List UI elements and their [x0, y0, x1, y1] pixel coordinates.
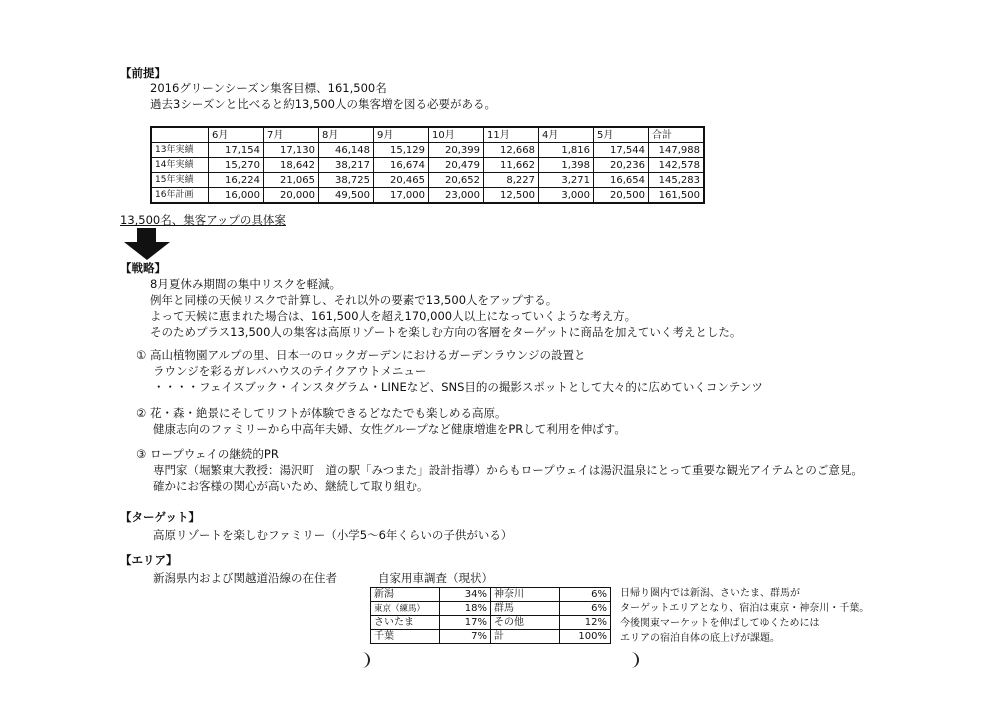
table-cell: 千葉: [371, 630, 440, 644]
table-cell: 38,217: [319, 158, 374, 173]
table-cell: 20,399: [429, 143, 484, 158]
strategy-item-1-line: ・・・・フェイスブック・インスタグラム・LINEなど、SNS目的の撮影スポットとして大々的に広めていくコンテンツ: [153, 380, 763, 394]
table-cell: 1,816: [539, 143, 594, 158]
table-row: [151, 143, 704, 158]
area-heading: 【エリア】: [120, 553, 178, 567]
table-row: [371, 588, 611, 602]
premise-line: 2016グリーンシーズン集客目標、161,500名: [150, 81, 387, 95]
table-cell: 神奈川: [491, 588, 560, 602]
table-cell: 16,654: [594, 173, 649, 188]
area-note-line: 今後関東マーケットを伸ばしてゆくためには: [620, 618, 820, 629]
strategy-item-3-line: 専門家（堀繁東大教授：湯沢町 道の駅「みつまた」設計指導）からもロープウェイは湯沢温泉にとって重要な観光アイテムとのご意見。: [153, 463, 863, 477]
table-cell: 145,283: [649, 173, 705, 188]
row-label: 14年実績: [151, 158, 209, 173]
car-survey-table: [370, 587, 611, 644]
table-cell: 18%: [440, 602, 491, 616]
table-header-cell: 10月: [429, 127, 484, 143]
table-cell: 20,000: [264, 188, 319, 204]
row-label: 16年計画: [151, 188, 209, 204]
table-cell: 17,130: [264, 143, 319, 158]
table-header-cell: 8月: [319, 127, 374, 143]
strategy-item-2: ② 花・森・絶景にそしてリフトが体験できるどなたでも楽しめる高原。: [136, 406, 507, 420]
down-arrow-icon: [137, 228, 156, 242]
table-cell: 17,000: [374, 188, 429, 204]
punch-hole-mark: [629, 652, 639, 668]
strategy-line: よって天候に恵まれた場合は、161,500人を超え170,000人以上になっていくような考え方。: [150, 309, 637, 323]
table-header-cell: 4月: [539, 127, 594, 143]
table-cell: 12,668: [484, 143, 539, 158]
table-cell: 3,271: [539, 173, 594, 188]
row-label: 13年実績: [151, 143, 209, 158]
table-cell: 142,578: [649, 158, 705, 173]
table-cell: 20,479: [429, 158, 484, 173]
area-note-line: エリアの宿泊自体の底上げが課題。: [620, 633, 780, 644]
table-cell: 21,065: [264, 173, 319, 188]
table-cell: 群馬: [491, 602, 560, 616]
punch-hole-mark: [360, 652, 370, 668]
table-cell: 17%: [440, 616, 491, 630]
table-cell: 6%: [560, 588, 611, 602]
area-line: 新潟県内および関越道沿線の在住者: [153, 571, 337, 585]
table-row: [371, 630, 611, 644]
table-header-cell: 5月: [594, 127, 649, 143]
table-cell: 20,465: [374, 173, 429, 188]
table-cell: 20,236: [594, 158, 649, 173]
table-cell: さいたま: [371, 616, 440, 630]
plan-subheading: 13,500名、集客アップの具体案: [120, 213, 286, 227]
area-note-line: 日帰り圏内では新潟、さいたま、群馬が: [620, 588, 800, 599]
table-cell: 20,652: [429, 173, 484, 188]
strategy-item-3: ③ ロープウェイの継続的PR: [136, 447, 279, 461]
table-header-cell: 合計: [649, 127, 705, 143]
premise-heading: 【前提】: [120, 66, 166, 80]
row-label: 15年実績: [151, 173, 209, 188]
table-cell: 34%: [440, 588, 491, 602]
table-cell: 100%: [560, 630, 611, 644]
table-cell: 23,000: [429, 188, 484, 204]
table-cell: 38,725: [319, 173, 374, 188]
table-cell: その他: [491, 616, 560, 630]
table-cell: 18,642: [264, 158, 319, 173]
table-cell: 11,662: [484, 158, 539, 173]
strategy-item-1: ① 高山植物園アルプの里、日本一のロックガーデンにおけるガーデンラウンジの設置と: [136, 348, 586, 362]
table-cell: 17,544: [594, 143, 649, 158]
table-row: [151, 173, 704, 188]
table-cell: 3,000: [539, 188, 594, 204]
table-cell: 15,129: [374, 143, 429, 158]
table-cell: 12%: [560, 616, 611, 630]
table-header-cell: 7月: [264, 127, 319, 143]
table-cell: 16,000: [209, 188, 264, 204]
table-cell: 161,500: [649, 188, 705, 204]
table-cell: 17,154: [209, 143, 264, 158]
table-cell: 147,988: [649, 143, 705, 158]
premise-line: 過去3シーズンと比べると約13,500人の集客増を図る必要がある。: [150, 97, 496, 111]
table-row: [371, 602, 611, 616]
strategy-heading: 【戦略】: [120, 261, 166, 275]
table-cell: 1,398: [539, 158, 594, 173]
strategy-item-1-line: ラウンジを彩るガレバハウスのテイクアウトメニュー: [153, 364, 427, 378]
table-cell: 7%: [440, 630, 491, 644]
target-line: 高原リゾートを楽しむファミリー（小学5～6年くらいの子供がいる）: [153, 528, 513, 542]
strategy-item-3-line: 確かにお客様の関心が高いため、継続して取り組む。: [153, 479, 429, 493]
table-header-cell: 9月: [374, 127, 429, 143]
table-cell: 12,500: [484, 188, 539, 204]
target-heading: 【ターゲット】: [120, 510, 201, 524]
survey-title: 自家用車調査（現状）: [378, 571, 493, 585]
table-header-row: [151, 127, 704, 143]
table-row: [151, 188, 704, 204]
strategy-item-2-line: 健康志向のファミリーから中高年夫婦、女性グループなど健康増進をPRして利用を伸ばす。: [153, 422, 626, 436]
table-cell: 16,224: [209, 173, 264, 188]
table-cell: 46,148: [319, 143, 374, 158]
table-cell: 6%: [560, 602, 611, 616]
table-cell: 東京（練馬）: [371, 602, 440, 616]
visitor-table: [150, 126, 705, 204]
table-cell: 20,500: [594, 188, 649, 204]
table-header-cell: [151, 127, 209, 143]
table-row: [371, 616, 611, 630]
table-cell: 15,270: [209, 158, 264, 173]
strategy-line: 8月夏休み期間の集中リスクを軽減。: [150, 277, 342, 291]
area-note-line: ターゲットエリアとなり、宿泊は東京・神奈川・千葉。: [620, 603, 870, 614]
table-cell: 新潟: [371, 588, 440, 602]
table-cell: 49,500: [319, 188, 374, 204]
strategy-line: そのためプラス13,500人の集客は高原リゾートを楽しむ方向の客層をターゲットに商品を加えていく考えとした。: [150, 325, 742, 339]
table-header-cell: 6月: [209, 127, 264, 143]
down-arrow-icon: [124, 242, 170, 260]
table-cell: 計: [491, 630, 560, 644]
table-cell: 8,227: [484, 173, 539, 188]
table-header-cell: 11月: [484, 127, 539, 143]
table-row: [151, 158, 704, 173]
strategy-line: 例年と同様の天候リスクで計算し、それ以外の要素で13,500人をアップする。: [150, 293, 558, 307]
table-cell: 16,674: [374, 158, 429, 173]
